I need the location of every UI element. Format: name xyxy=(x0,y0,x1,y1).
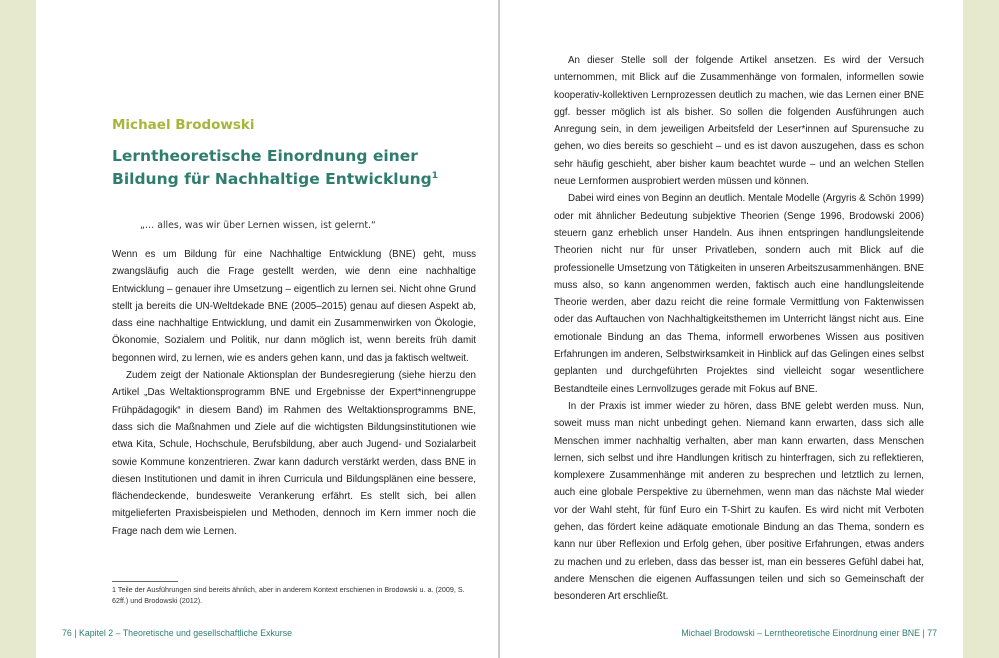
paragraph: An dieser Stelle soll der folgende Artikel ansetzen. Es wird der Versuch unternommen, mit Blick auf die Zusammenhänge von formalen, informellen sowie kooperativ-kollektiven Lernprozessen deutlich zu machen, wie das Lernen einer BNE ggf. besser möglich ist als bisher. So sollen die folgenden Ausführungen auch Anregung sein, in dem jeweiligen Arbeitsfeld der Leser*innen auf Spurensuche zu gehen, wo dies bereits so geschieht – und es ist davon auszugehen, dass es schon sehr häufig geschieht, aber bisher kaum beachtet wurde – und an welchen Stellen neue Lernformen ausprobiert werden müssen und können. xyxy=(554,55,924,188)
epigraph: „… alles, was wir über Lernen wissen, ist gelernt.“ xyxy=(140,220,376,231)
left-body-text xyxy=(112,246,476,540)
right-page xyxy=(500,0,963,658)
background-left-margin xyxy=(0,0,36,658)
left-page xyxy=(36,0,499,658)
paragraph: Zudem zeigt der Nationale Aktionsplan der Bundesregierung (siehe hierzu den Artikel „Das Weltaktionsprogramm BNE und Ergebnisse der Expert*innengruppe Frühpädagogik“ in diesem Band) im Rahmen des Weltaktionsprogramms BNE, dass sich die Maßnahmen und Ziele auf die wichtigsten Bildungsinstitutionen wie etwa Kita, Schule, Hochschule, Berufsbildung, aber auch Jugend- und Sozialarbeit sowie Kommune konzentrieren. Zwar kann dadurch verstärkt werden, dass BNE in diesen Institutionen und damit in ihren Curricula und Bildungsplänen eine bessere, flächendeckende, bundesweite Verankerung erfährt. Es stellt sich, bei allen mitgelieferten Praxisbeispielen und Methoden, dennoch im Kern immer noch die Frage nach dem wie Lernen. xyxy=(112,370,476,537)
page-footer-left: 76 | Kapitel 2 – Theoretische und gesellschaftliche Exkurse xyxy=(62,628,292,638)
page-footer-right: Michael Brodowski – Lerntheoretische Einordnung einer BNE | 77 xyxy=(681,628,937,638)
article-title xyxy=(112,146,472,189)
author-name: Michael Brodowski xyxy=(112,117,255,133)
background-right-margin xyxy=(963,0,999,658)
title-footnote-mark: 1 xyxy=(431,171,439,181)
right-body-text xyxy=(554,52,924,606)
paragraph: Wenn es um Bildung für eine Nachhaltige Entwicklung (BNE) geht, muss zwangsläufig auch die Frage gestellt werden, wie denn eine nachhaltige Entwicklung – genauer ihre Umsetzung – eigentlich zu lernen sei. Nicht ohne Grund stellt ja bereits die UN-Weltdekade BNE (2005–2015) genau auf diesen Aspekt ab, dass eine nachhaltige Entwicklung, und damit ein Zusammenwirken von Ökologie, Ökonomie, Sozialem und Politik, nur dann möglich ist, wenn bereits früh damit begonnen wird, zu lernen, wie es anders gehen kann, und das ja faktisch weltweit. xyxy=(112,249,476,364)
footnote: 1 Teile der Ausführungen sind bereits ähnlich, aber in anderem Kontext erschienen in Brodowski u. a. (2009, S. 62ff.) und Brodowski (2012). xyxy=(112,585,465,605)
paragraph: In der Praxis ist immer wieder zu hören, dass BNE gelebt werden muss. Nun, soweit muss man nicht unbedingt gehen. Niemand kann erwarten, dass sich alle Menschen immer nachhaltig verhalten, aber man kann erwarten, dass Menschen lernen, sich selbst und ihre Handlungen kritisch zu hinterfragen, sich zu reflektieren, komplexere Zusammenhänge mit anderen zu besprechen und letztlich zu lernen, auch eine globale Perspektive zu übernehmen, wenn man das nächste Mal wieder vor der Wahl steht, für fünf Euro ein T-Shirt zu kaufen. Es wird nicht mit Verboten gehen, das fördert keine adäquate emotionale Bindung an das Thema, sondern es kann nur über Reflexion und Erfolg gehen, über positive Erfahrungen, etwas anders zu machen und zu erleben, dass das besser ist, man ein besseres Gefühl dabei hat, andere Menschen die eigenen Auffassungen teilen und sich so Gemeinschaft der besonderen Art erschließt. xyxy=(554,400,924,603)
footnote-divider xyxy=(112,581,178,582)
article-title-text: Lerntheoretische Einordnung einer Bildung für Nachhaltige Entwicklung xyxy=(112,147,432,189)
paragraph: Dabei wird eines von Beginn an deutlich. Mentale Modelle (Argyris & Schön 1999) oder mit ähnlicher Bedeutung subjektive Theorien (Senge 1996, Brodowski 2006) steuern ganz erheblich unser Handeln. Aus ihnen entspringen handlungsleitende Theorien nicht nur für unser Privatleben, sondern auch mit Blick auf die professionelle Umsetzung von Tätigkeiten in unseren Arbeitszusammenhängen. BNE muss also, so kann angenommen werden, faktisch auch eine handlungsleitende Theorie werden, aber dazu reicht die reine formale Vermittlung von Faktenwissen oder das Auftauchen von Nachhaltigkeitsthemen im Unterricht längst nicht aus. Eine emotionale Bindung an das Thema, informell erworbenes Wissen aus positiven Erfahrungen im anderen, Selbstwirksamkeit in Hinblick auf das Gelingen eines selbst geplanten und durchgeführten Projektes sind vielleicht sogar wesentlichere Bestandteile eines Lernvollzuges gerade mit Fokus auf BNE. xyxy=(554,193,924,395)
